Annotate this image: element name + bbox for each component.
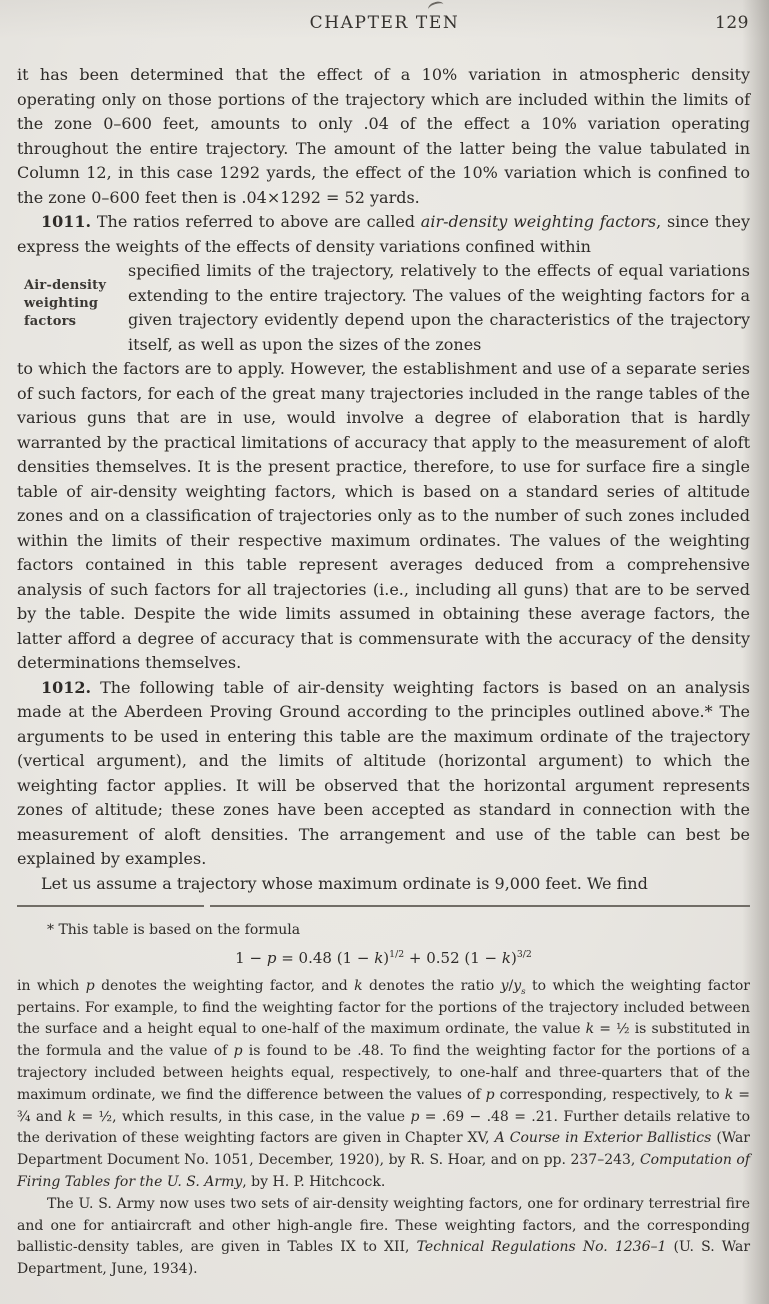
footnote-paragraph-2: The U. S. Army now uses two sets of air-density weighting factors, one for ordinary terrestrial fire and one for antiaircraft and other high-angle fire. These weighting factors, and the corresponding ballistic-density tables, are given in Tables IX to XII, Technical Regulations No. 1236–1 (U. S. War Department, June, 1934). — [17, 1195, 751, 1278]
page-number: 129 — [715, 13, 749, 33]
footnote-separator-segment — [210, 905, 750, 907]
footnote-paragraph-1: in which p denotes the weighting factor, and k denotes the ratio $y/y_s$ to which the weighting factor pertains. For example, to find the weighting factor for the portions of the trajectory included between the surface and a height equal to one-half of the maximum ordinate, the value k = ½ is substituted in the formula and the value of p is found to be .48. To find the weighting factor for the portions of a trajectory included between heights equal, respectively, to one-half and three-quarters that of the maximum ordinate, we find the difference between the values of p corresponding, respectively, to k = ¾ and k = ½, which results, in this case, in the value p = .69 − .48 = .21. Further details relative to the derivation of these weighting factors are given in Chapter XV, A Course in Exterior Ballistics (War Department Document No. 1051, December, 1920), by R. S. Hoar, and on pp. 237–243, Computation of Firing Tables for the U. S. Army, by H. P. Hitchcock. — [17, 977, 751, 1190]
chapter-title: CHAPTER TEN — [309, 13, 460, 33]
margin-note — [17, 259, 128, 357]
paragraph-1012: 1012. The following table of air-density weighting factors is based on an analysis made at the Aberdeen Proving Ground according to the principles outlined above.* The arguments to be used in entering this table are the maximum ordinate of the trajectory (vertical argument), and the limits of altitude (horizontal argument) to which the weighting factor applies. It will be observed that the horizontal argument represents zones of altitude; these zones have been accepted as standard in connection with the measurement of aloft densities. The arrangement and use of the table can best be explained by examples. — [17, 677, 750, 868]
margin-note-line: factors — [24, 314, 77, 329]
footnote-separator-segment — [17, 905, 204, 907]
footnote-separator — [17, 905, 750, 907]
paragraph-1011-start: 1011. The ratios referred to above are called air-density weighting factors, since they express the weights of the effects of density variations confined within — [17, 212, 751, 256]
paragraph-example: Let us assume a trajectory whose maximum ordinate is 9,000 feet. We find — [41, 873, 648, 893]
page-header — [0, 0, 769, 37]
footnote-intro: * This table is based on the formula — [47, 922, 301, 938]
margin-note-line: Air-density — [24, 278, 107, 293]
paragraph-continuation: it has been determined that the effect of a 10% variation in atmospheric density operating only on those portions of the trajectory which are included within the limits of the zone 0–600 feet, amounts to only .04 of the effect a 10% variation operating throughout the entire trajectory. The amount of the latter being the value tabulated in Column 12, in this case 1292 yards, the effect of the 10% variation which is confined to the zone 0–600 feet then is .04×1292 = 52 yards. — [17, 65, 750, 207]
paragraph-1011-indented-block: specified limits of the trajectory, relatively to the effects of equal variations extending to the entire trajectory. The values of the weighting factors for a given trajectory evidently depend upon the characteristics of the trajectory itself, as well as upon the sizes of the zones — [128, 261, 750, 354]
page-body — [17, 63, 750, 896]
margin-note-row — [17, 259, 750, 357]
footnote-formula: 1 − p = 0.48 $(1 - k)^{1/2} + 0.52$ $(1 - k)^{3/2}$ — [235, 948, 532, 967]
paragraph-1011-rest: to which the factors are to apply. However, the establishment and use of a separate series of such factors, for each of the great many trajectories included in the range tables of the various guns that are in use, would involve a degree of elaboration that is hardly warranted by the practical limitations of accuracy that apply to the measurement of aloft densities themselves. It is the present practice, therefore, to use for surface fire a single table of air-density weighting factors, which is based on a standard series of altitude zones and on a classification of trajectories only as to the number of such zones included within the limits of their respective maximum ordinates. The values of the weighting factors contained in this table represent averages deduced from a comprehensive analysis of such factors for all trajectories (i.e., including all guns) that are to be served by the table. Despite the wide limits assumed in obtaining these average factors, the latter afford a degree of accuracy that is commensurate with the accuracy of the density determinations themselves. — [17, 359, 750, 672]
margin-note-line: weighting — [24, 296, 99, 311]
footnote — [17, 920, 750, 1281]
